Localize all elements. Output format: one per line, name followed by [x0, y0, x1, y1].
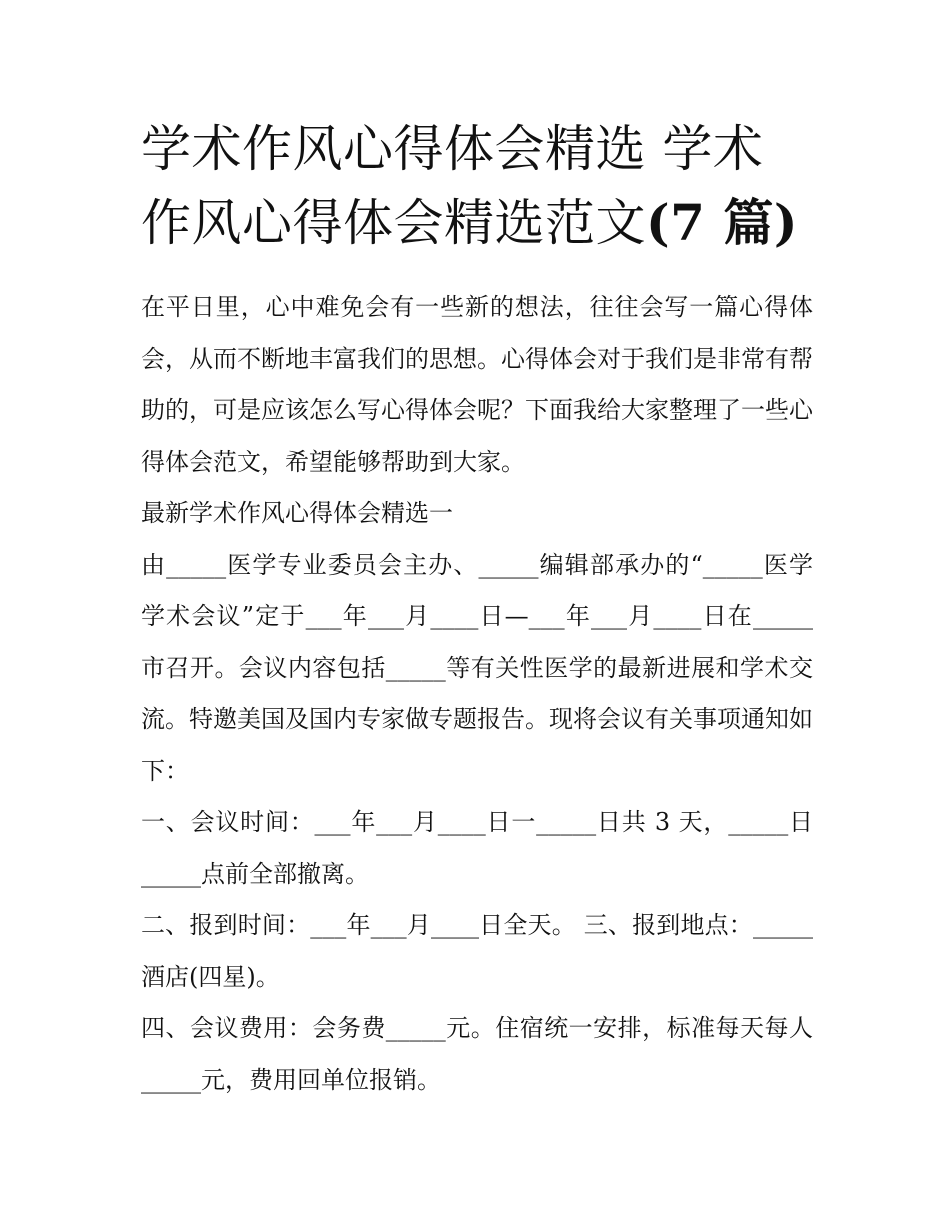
intro-paragraph: 在平日里，心中难免会有一些新的想法，往往会写一篇心得体会，从而不断地丰富我们的思想。心得体会对于我们是非常有帮助的，可是应该怎么写心得体会呢？下面我给大家整理了一些心得体会范文，希望能够帮助到大家。 — [141, 293, 813, 476]
document-content — [141, 282, 813, 1106]
document-title — [141, 112, 813, 260]
notice-paragraph: 由_____医学专业委员会主办、_____编辑部承办的“_____医学学术会议”定于___年___月____日—___年___月____日在_____市召开。会议内容包括_____等有关性医学的最新进展和学术交流。特邀美国及国内专家做专题报告。现将会议有关事项通知如下： — [141, 550, 813, 785]
meeting-time-paragraph: 一、会议时间：___年___月____日一_____日共 3 天，_____日_____点前全部撤离。 — [141, 808, 813, 888]
document-body — [141, 112, 813, 1106]
fee-paragraph: 四、会议费用：会务费_____元。住宿统一安排，标准每天每人_____元，费用回单位报销。 — [141, 1014, 813, 1094]
title-count: (7 篇) — [646, 193, 799, 252]
title-text: 学术作风心得体会精选 学术作风心得体会精选范文 — [141, 120, 764, 252]
registration-paragraph: 二、报到时间：___年___月____日全天。 三、报到地点：_____酒店(四星)。 — [141, 911, 813, 991]
section-heading: 最新学术作风心得体会精选一 — [141, 499, 453, 527]
